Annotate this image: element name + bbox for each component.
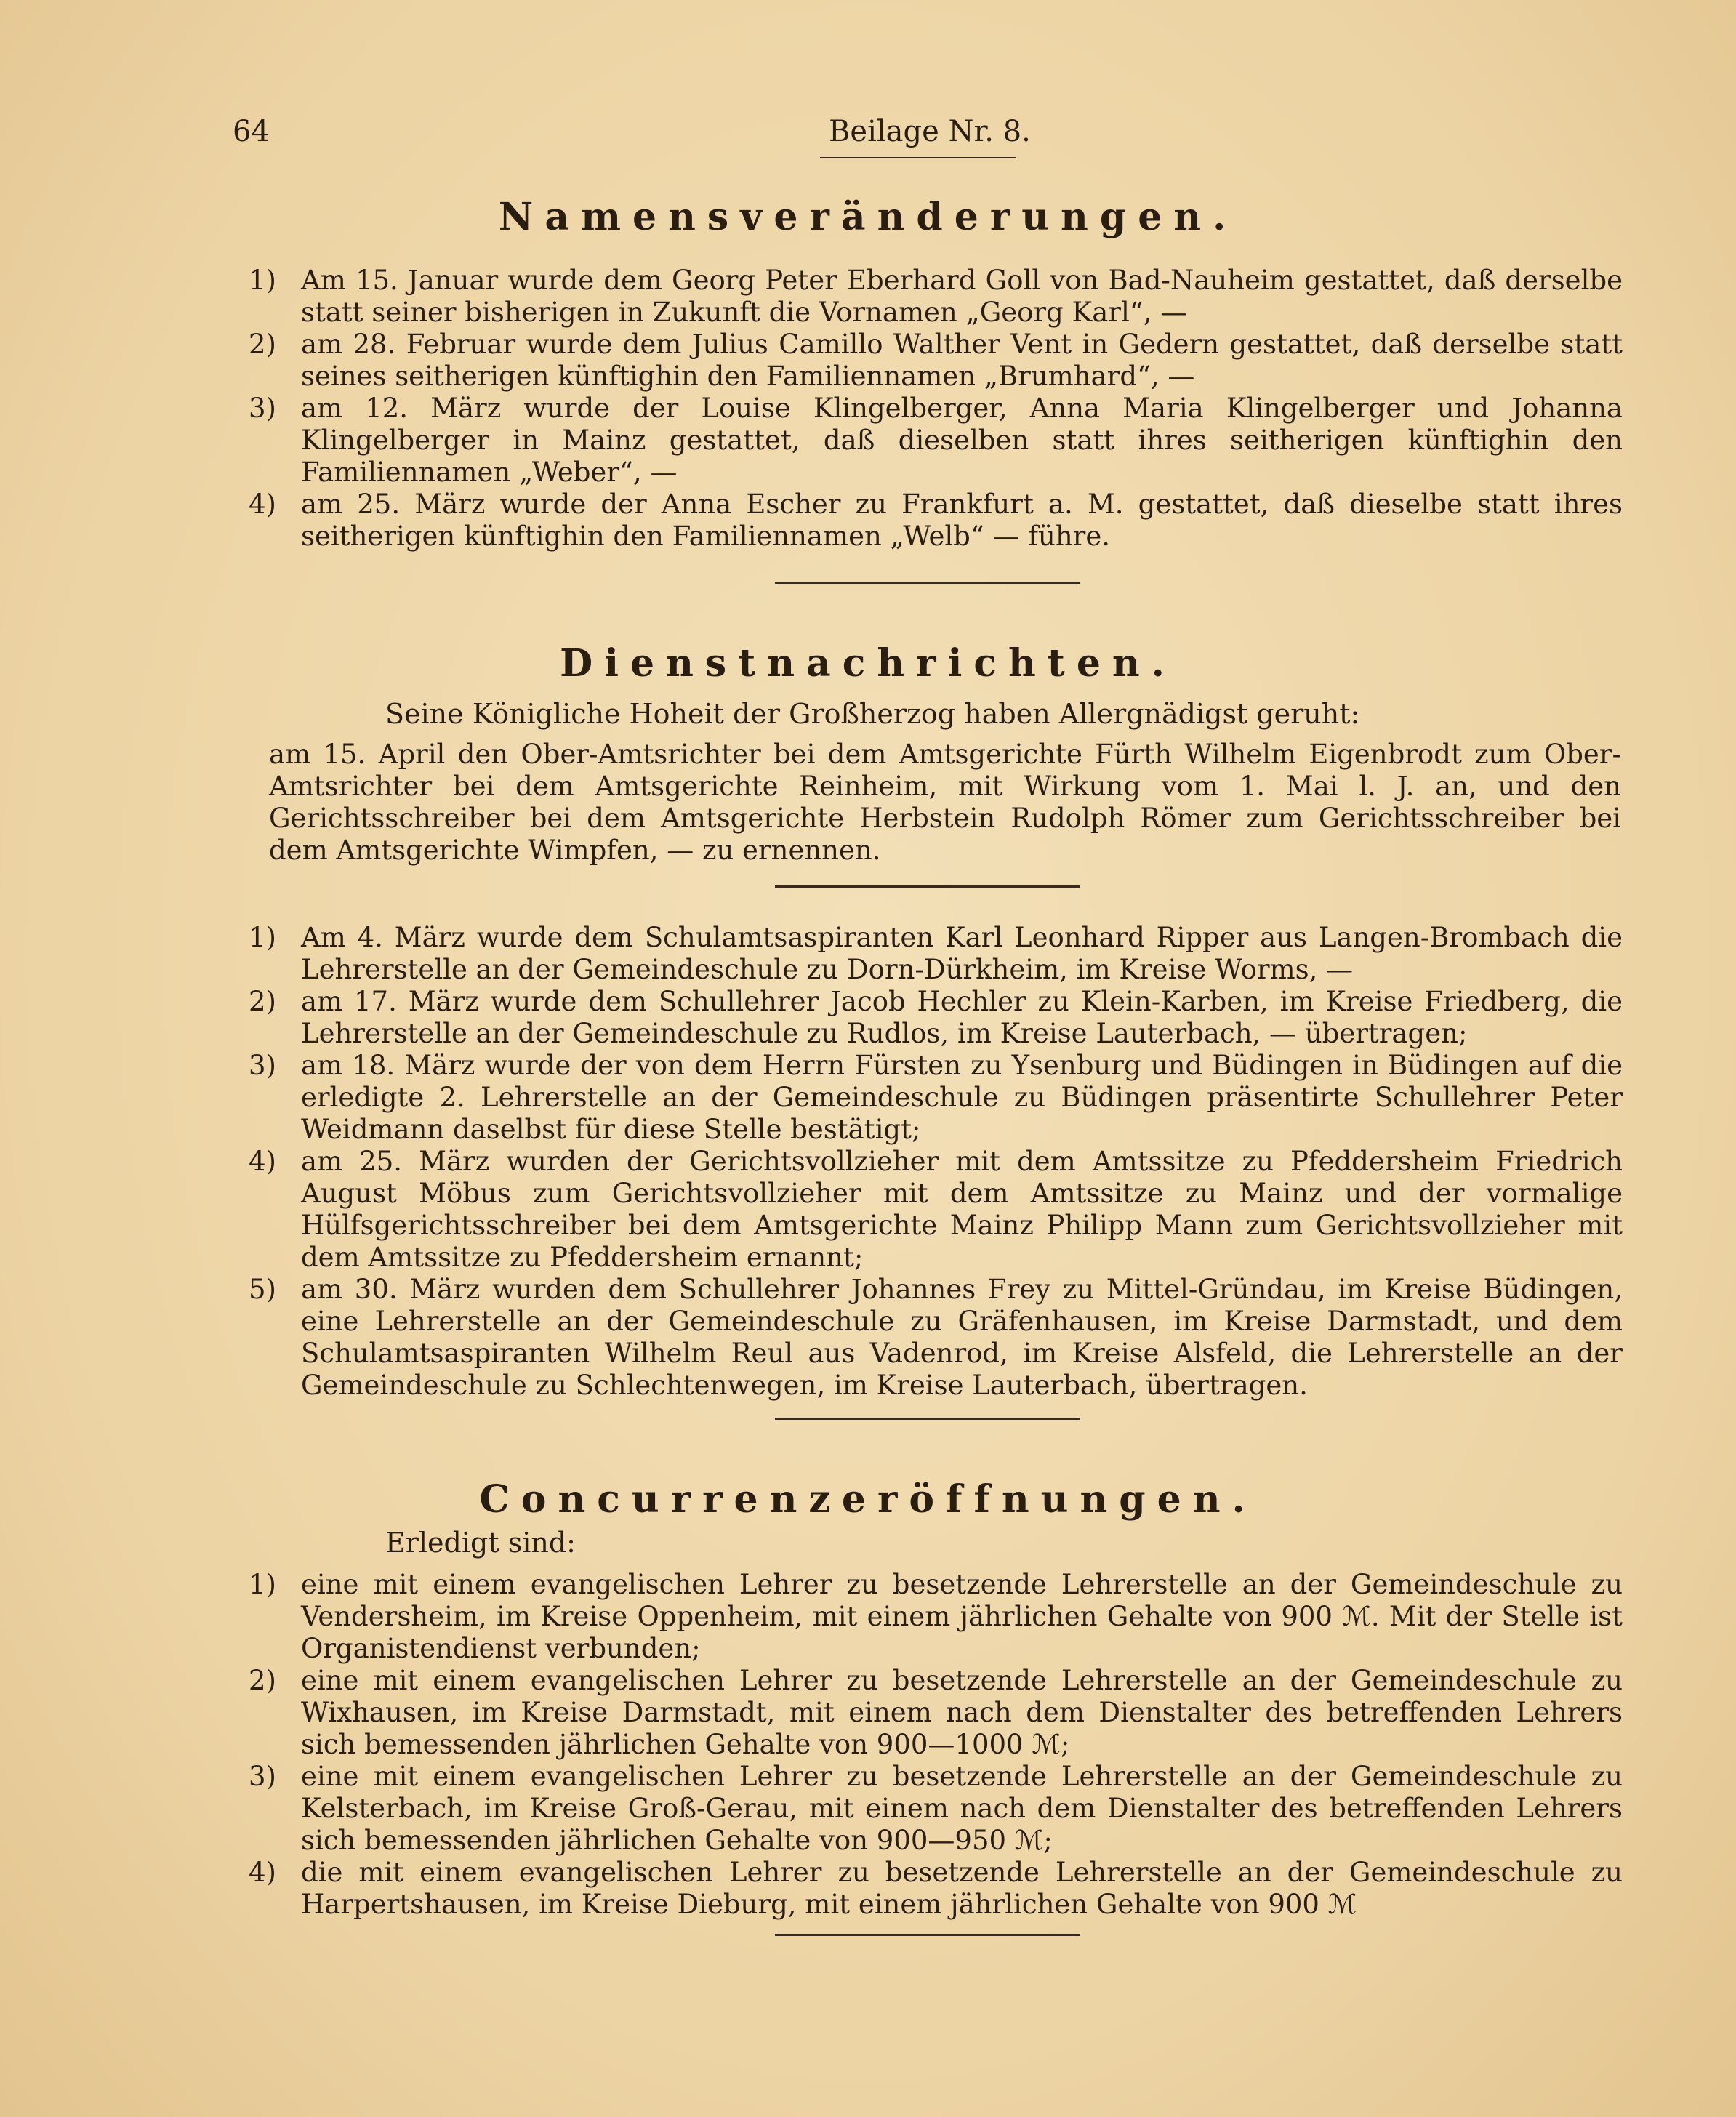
list-item bbox=[249, 1050, 1623, 1146]
section-title-vacancies: Concurrenzeröffnungen. bbox=[479, 1477, 1257, 1522]
list-item bbox=[249, 1569, 1623, 1665]
page-number: 64 bbox=[233, 115, 270, 148]
list-item bbox=[249, 393, 1623, 489]
item-number: 3) bbox=[249, 1050, 276, 1081]
item-number: 2) bbox=[249, 1665, 276, 1696]
item-text: am 18. März wurde der von dem Herrn Fürsten zu Ysenburg und Büdingen in Büdingen auf die erledigte 2. Lehrerstelle an der Gemeindeschule zu Büdingen präsentirte Schullehrer Peter Weidmann daselbst für diese Stelle bestätigt; bbox=[301, 1050, 1623, 1145]
item-text: am 17. März wurde dem Schullehrer Jacob Hechler zu Klein-Karben, im Kreise Friedberg, die Lehrerstelle an der Gemeindeschule zu Rudlos, im Kreise Lauterbach, — übertragen; bbox=[301, 986, 1623, 1049]
name-changes-list bbox=[249, 265, 1623, 553]
list-item bbox=[249, 1857, 1623, 1921]
item-text: am 25. März wurden der Gerichtsvollzieher mit dem Amtssitze zu Pfeddersheim Friedrich August Möbus zum Gerichtsvollzieher mit dem Amtssitze zu Mainz und der vormalige Hülfsgerichtsschreiber bei dem Amtsgerichte Mainz Philipp Mann zum Gerichtsvollzieher mit dem Amtssitze zu Pfeddersheim ernannt; bbox=[301, 1146, 1623, 1273]
item-number: 3) bbox=[249, 1761, 276, 1792]
item-number: 5) bbox=[249, 1274, 276, 1305]
item-text: Am 15. Januar wurde dem Georg Peter Eberhard Goll von Bad-Nauheim gestattet, daß derselbe statt seiner bisherigen in Zukunft die Vornamen „Georg Karl“, — bbox=[301, 265, 1623, 328]
list-item bbox=[249, 922, 1623, 986]
item-number: 4) bbox=[249, 1146, 276, 1177]
item-number: 1) bbox=[249, 265, 276, 296]
section-title-service-news: Dienstnachrichten. bbox=[560, 641, 1176, 686]
page-header bbox=[233, 115, 1556, 158]
item-text: die mit einem evangelischen Lehrer zu besetzende Lehrerstelle an der Gemeindeschule zu Harpertshausen, im Kreise Dieburg, mit einem jährlichen Gehalte von 900 ℳ bbox=[301, 1857, 1623, 1920]
item-text: eine mit einem evangelischen Lehrer zu besetzende Lehrerstelle an der Gemeindeschule zu Wixhausen, im Kreise Darmstadt, mit einem nach dem Dienstalter des betreffenden Lehrers sich bemessenden jährlichen Gehalte von 900—1000 ℳ; bbox=[301, 1665, 1623, 1760]
item-number: 4) bbox=[249, 489, 276, 520]
item-text: am 30. März wurden dem Schullehrer Johannes Frey zu Mittel-Gründau, im Kreise Büdingen, eine Lehrerstelle an der Gemeindeschule zu Gräfenhausen, im Kreise Darmstadt, und dem Schulamtsaspiranten Wilhelm Reul aus Vadenrod, im Kreise Alsfeld, die Lehrerstelle an der Gemeindeschule zu Schlechtenwegen, im Kreise Lauterbach, übertragen. bbox=[301, 1274, 1623, 1401]
service-news-paragraph: am 15. April den Ober-Amtsrichter bei dem Amtsgerichte Fürth Wilhelm Eigenbrodt zum Ober-Amtsrichter bei dem Amtsgerichte Reinheim, mit Wirkung vom 1. Mai l. J. an, und den Gerichtsschreiber bei dem Amtsgerichte Herbstein Rudolph Römer zum Gerichtsschreiber bei dem Amtsgerichte Wimpfen, — zu ernennen. bbox=[269, 739, 1621, 866]
item-text: eine mit einem evangelischen Lehrer zu besetzende Lehrerstelle an der Gemeindeschule zu Kelsterbach, im Kreise Groß-Gerau, mit einem nach dem Dienstalter des betreffenden Lehrers sich bemessenden jährlichen Gehalte von 900—950 ℳ; bbox=[301, 1761, 1623, 1856]
service-news-intro: Seine Königliche Hoheit der Großherzog haben Allergnädigst geruht: bbox=[385, 698, 1360, 730]
vacancies-intro: Erledigt sind: bbox=[385, 1527, 576, 1559]
list-item bbox=[249, 1761, 1623, 1857]
section-title-name-changes: Namensveränderungen. bbox=[498, 195, 1238, 239]
list-item bbox=[249, 986, 1623, 1050]
item-text: Am 4. März wurde dem Schulamtsaspiranten Karl Leonhard Ripper aus Langen-Brombach die Lehrerstelle an der Gemeindeschule zu Dorn-Dürkheim, im Kreise Worms, — bbox=[301, 922, 1623, 985]
item-text: am 28. Februar wurde dem Julius Camillo Walther Vent in Gedern gestattet, daß derselbe statt seines seitherigen künftighin den Familiennamen „Brumhard“, — bbox=[301, 329, 1623, 392]
item-number: 2) bbox=[249, 329, 276, 360]
item-number: 3) bbox=[249, 393, 276, 424]
service-news-list bbox=[249, 922, 1623, 1402]
item-number: 2) bbox=[249, 986, 276, 1017]
section-divider bbox=[775, 1934, 1080, 1936]
section-divider bbox=[775, 1418, 1080, 1420]
item-number: 1) bbox=[249, 1569, 276, 1600]
vacancies-list bbox=[249, 1569, 1623, 1921]
item-number: 4) bbox=[249, 1857, 276, 1888]
header-underline bbox=[820, 157, 1016, 158]
item-text: am 12. März wurde der Louise Klingelberger, Anna Maria Klingelberger und Johanna Klingelberger in Mainz gestattet, daß dieselben statt ihres seitherigen künftighin den Familiennamen „Weber“, — bbox=[301, 393, 1623, 488]
list-item bbox=[249, 329, 1623, 393]
list-item bbox=[249, 489, 1623, 553]
item-text: eine mit einem evangelischen Lehrer zu besetzende Lehrerstelle an der Gemeindeschule zu Vendersheim, im Kreise Oppenheim, mit einem jährlichen Gehalte von 900 ℳ. Mit der Stelle ist Organistendienst verbunden; bbox=[301, 1569, 1623, 1664]
section-divider bbox=[775, 582, 1080, 584]
list-item bbox=[249, 1274, 1623, 1402]
list-item bbox=[249, 1146, 1623, 1274]
supplement-label: Beilage Nr. 8. bbox=[829, 115, 1031, 148]
item-text: am 25. März wurde der Anna Escher zu Frankfurt a. M. gestattet, daß dieselbe statt ihres seitherigen künftighin den Familiennamen „Welb“ — führe. bbox=[301, 489, 1623, 552]
list-item bbox=[249, 265, 1623, 329]
section-divider bbox=[775, 885, 1080, 888]
list-item bbox=[249, 1665, 1623, 1761]
item-number: 1) bbox=[249, 922, 276, 953]
